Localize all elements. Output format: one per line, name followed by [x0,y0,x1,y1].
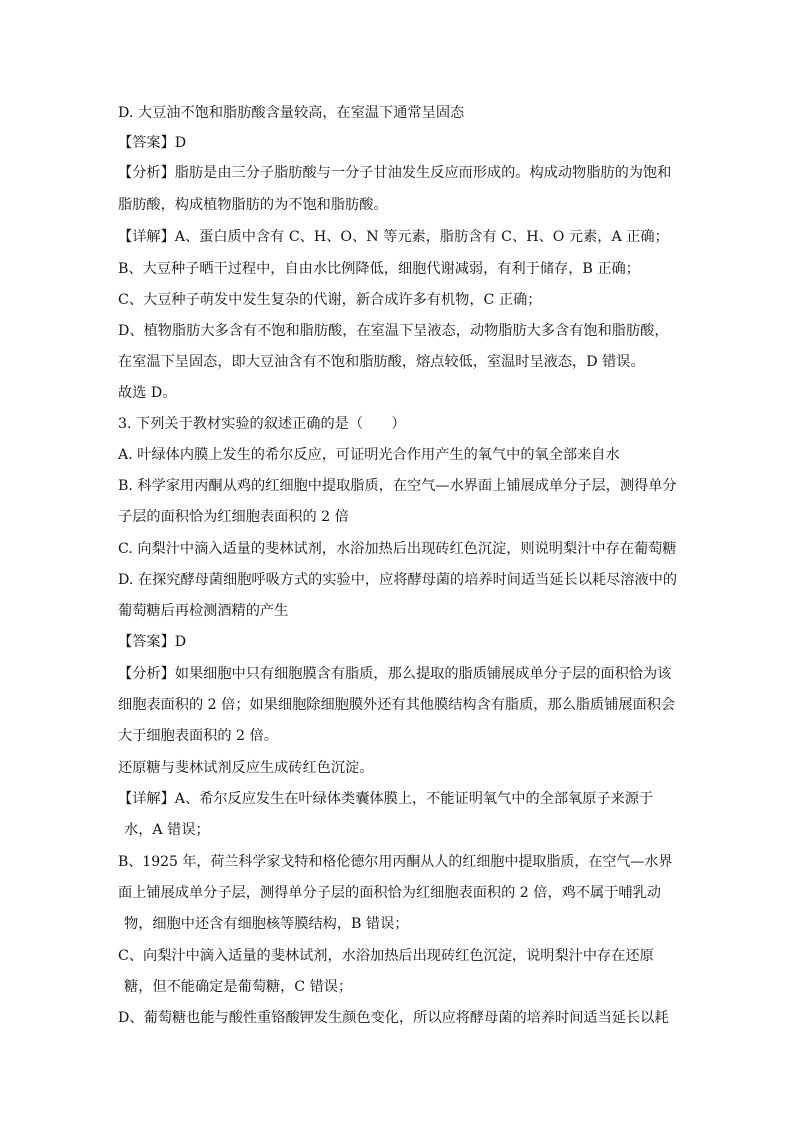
explanation-line: 【详解】A、蛋白质中含有 C、H、O、N 等元素，脂肪含有 C、H、O 元素，A 正确； [118,229,669,245]
option-b-line: 子层的面积恰为红细胞表面积的 2 倍 [118,509,349,525]
option-c-line: C. 向梨汁中滴入适量的斐林试剂，水浴加热后出现砖红色沉淀，则说明梨汁中存在葡萄糖 [118,541,677,557]
analysis-line: 细胞表面积的 2 倍；如果细胞除细胞膜外还有其他膜结构含有脂质，那么脂质铺展面积会 [118,697,676,713]
analysis-line: 还原糖与斐林试剂反应生成砖红色沉淀。 [118,760,374,776]
explanation-line: 面上铺展成单分子层，测得单分子层的面积恰为红细胞表面积的 2 倍，鸡不属于哺乳动 [118,885,661,901]
answer-line: 【答案】D [118,135,187,151]
conclusion-line: 故选 D。 [118,385,177,401]
question-line: 3. 下列关于教材实验的叙述正确的是（ ） [118,416,406,432]
explanation-line: 糖，但不能确定是葡萄糖，C 错误； [124,979,353,995]
explanation-line: C、向梨汁中滴入适量的斐林试剂，水浴加热后出现砖红色沉淀，说明梨汁中存在还原 [118,948,654,964]
analysis-line: 大于细胞表面积的 2 倍。 [118,728,278,744]
explanation-line: C、大豆种子萌发中发生复杂的代谢，新合成许多有机物，C 正确； [118,292,542,308]
explanation-line: 水，A 错误； [124,822,210,838]
explanation-line: 【详解】A、希尔反应发生在叶绿体类囊体膜上，不能证明氧气中的全部氧原子来源于 [118,791,654,807]
option-d-line: 葡萄糖后再检测酒精的产生 [118,603,289,619]
explanation-line: B、1925 年，荷兰科学家戈特和格伦德尔用丙酮从人的红细胞中提取脂质，在空气—水界 [118,854,673,870]
analysis-line: 【分析】如果细胞中只有细胞膜含有脂质，那么提取的脂质铺展成单分子层的面积恰为该 [118,666,672,682]
option-d-line: D. 大豆油不饱和脂肪酸含量较高，在室温下通常呈固态 [118,105,465,121]
option-a-line: A. 叶绿体内膜上发生的希尔反应，可证明光合作用产生的氧气中的氧全部来自水 [118,447,620,463]
analysis-line: 【分析】脂肪是由三分子脂肪酸与一分子甘油发生反应而形成的。构成动物脂肪的为饱和 [118,165,672,181]
explanation-line: 在室温下呈固态，即大豆油含有不饱和脂肪酸，熔点较低，室温时呈液态，D 错误。 [118,354,645,370]
explanation-line: D、植物脂肪大多含有不饱和脂肪酸，在室温下呈液态，动物脂肪大多含有饱和脂肪酸， [118,323,669,339]
explanation-line: D、葡萄糖也能与酸性重铬酸钾发生颜色变化，所以应将酵母菌的培养时间适当延长以耗 [118,1010,669,1026]
answer-line: 【答案】D [118,634,187,650]
explanation-line: B、大豆种子晒干过程中，自由水比例降低，细胞代谢减弱，有利于储存，B 正确； [118,261,640,277]
analysis-line: 脂肪酸，构成植物脂肪的为不饱和脂肪酸。 [118,197,388,213]
option-b-line: B. 科学家用丙酮从鸡的红细胞中提取脂质，在空气—水界面上铺展成单分子层，测得单分 [118,478,677,494]
option-d-line: D. 在探究酵母菌细胞呼吸方式的实验中，应将酵母菌的培养时间适当延长以耗尽溶液中的 [118,572,678,588]
explanation-line: 物，细胞中还含有细胞核等膜结构，B 错误； [124,916,409,932]
